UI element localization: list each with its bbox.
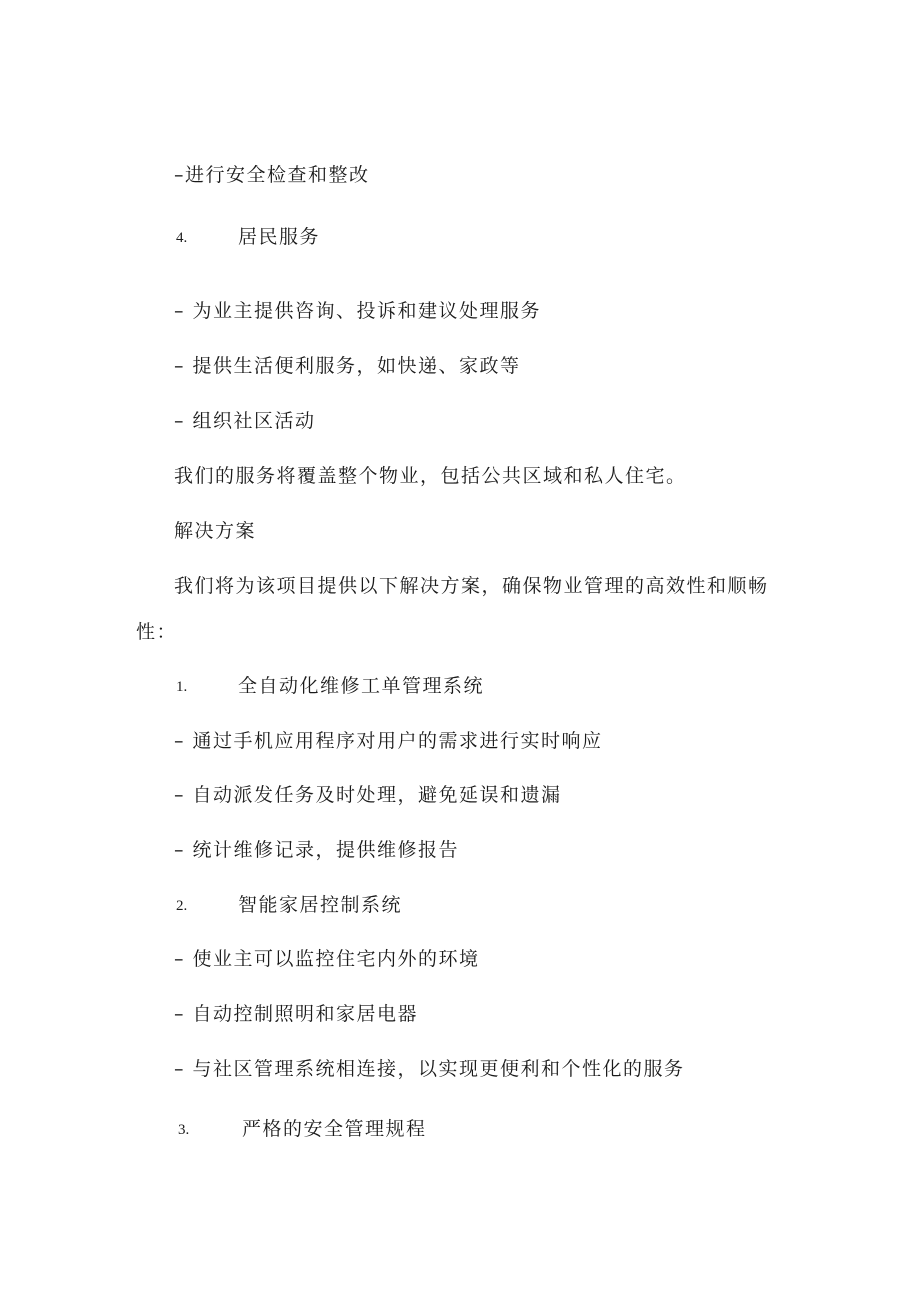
solution-1-title: 全自动化维修工单管理系统 <box>238 675 485 697</box>
solution-intro-line-1: 我们将为该项目提供以下解决方案，确保物业管理的高效性和顺畅 <box>174 575 769 597</box>
solution-2-item-3: – 与社区管理系统相连接，以实现更便利和个性化的服务 <box>174 1058 685 1080</box>
section-4-item-2: – 提供生活便利服务，如快递、家政等 <box>174 355 521 377</box>
solution-2-item-2: – 自动控制照明和家居电器 <box>174 1003 419 1025</box>
solution-1-item-2: – 自动派发任务及时处理，避免延误和遗漏 <box>174 784 562 806</box>
solution-1-item-1: – 通过手机应用程序对用户的需求进行实时响应 <box>174 730 603 752</box>
solution-3-number: 3. <box>178 1122 190 1138</box>
solution-1-item-3: – 统计维修记录，提供维修报告 <box>174 839 460 861</box>
solution-heading: 解决方案 <box>174 520 257 542</box>
section-4-item-1: – 为业主提供咨询、投诉和建议处理服务 <box>174 300 542 322</box>
solution-2-title: 智能家居控制系统 <box>238 894 403 916</box>
section-4-item-3: – 组织社区活动 <box>174 410 316 432</box>
solution-2-number: 2. <box>176 898 188 914</box>
coverage-paragraph: 我们的服务将覆盖整个物业，包括公共区域和私人住宅。 <box>174 465 687 487</box>
section-4-number: 4. <box>176 230 188 246</box>
solution-3-title: 严格的安全管理规程 <box>242 1118 427 1140</box>
solution-1-number: 1. <box>176 679 188 695</box>
section-4-title: 居民服务 <box>238 226 321 248</box>
bullet-safety-inspection: –进行安全检查和整改 <box>174 164 370 186</box>
solution-2-item-1: – 使业主可以监控住宅内外的环境 <box>174 948 480 970</box>
solution-intro-line-2: 性： <box>136 621 178 643</box>
